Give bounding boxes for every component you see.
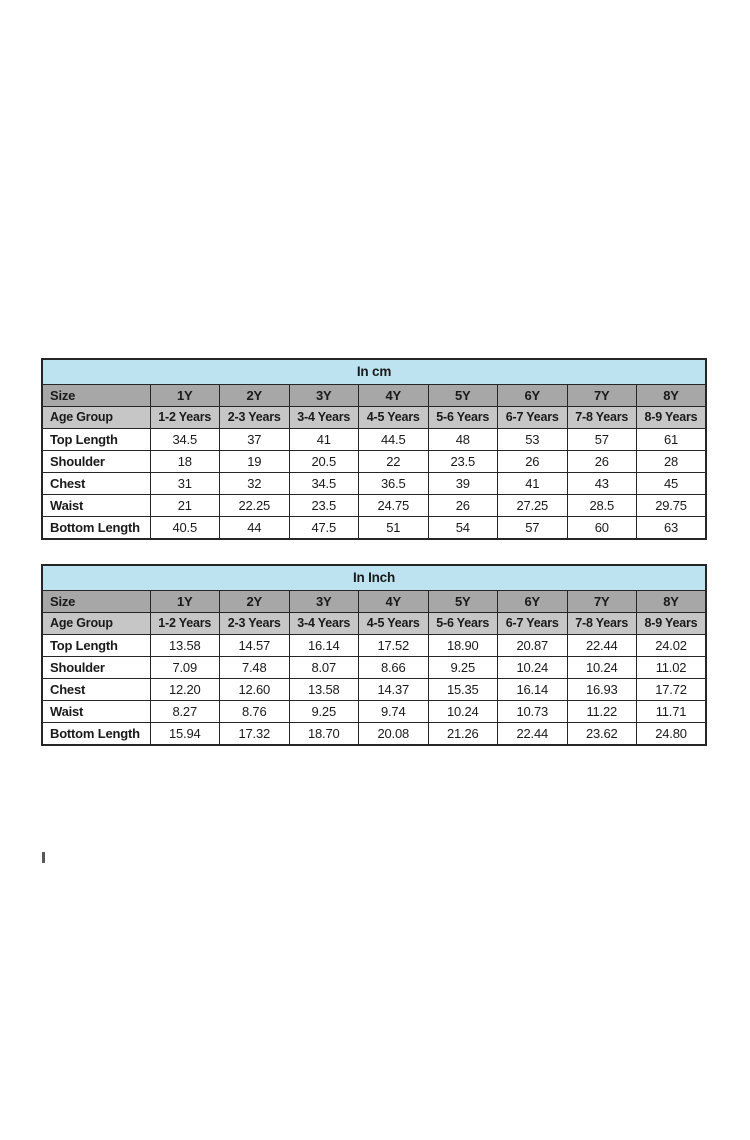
cell-value: 36.5 bbox=[359, 473, 429, 495]
cell-value: 43 bbox=[567, 473, 637, 495]
size-col-header: 4Y bbox=[359, 591, 429, 613]
row-label: Waist bbox=[42, 495, 150, 517]
cell-value: 7.09 bbox=[150, 657, 220, 679]
cell-value: 41 bbox=[498, 473, 568, 495]
cell-value: 28 bbox=[637, 451, 707, 473]
cell-value: 44.5 bbox=[359, 429, 429, 451]
size-col-header: 8Y bbox=[637, 591, 707, 613]
age-group-label: Age Group bbox=[42, 613, 150, 635]
cell-value: 18.70 bbox=[289, 723, 359, 746]
age-col-header: 5-6 Years bbox=[428, 407, 498, 429]
cell-value: 60 bbox=[567, 517, 637, 540]
cell-value: 26 bbox=[498, 451, 568, 473]
size-col-header: 1Y bbox=[150, 591, 220, 613]
cell-value: 12.20 bbox=[150, 679, 220, 701]
size-col-header: 5Y bbox=[428, 591, 498, 613]
row-label: Bottom Length bbox=[42, 723, 150, 746]
cell-value: 10.24 bbox=[498, 657, 568, 679]
cell-value: 16.14 bbox=[498, 679, 568, 701]
cell-value: 8.76 bbox=[220, 701, 290, 723]
cell-value: 11.71 bbox=[637, 701, 707, 723]
cell-value: 9.25 bbox=[289, 701, 359, 723]
cell-value: 37 bbox=[220, 429, 290, 451]
table-row bbox=[42, 451, 706, 473]
cell-value: 17.72 bbox=[637, 679, 707, 701]
cell-value: 57 bbox=[498, 517, 568, 540]
row-label: Bottom Length bbox=[42, 517, 150, 540]
age-col-header: 7-8 Years bbox=[567, 613, 637, 635]
table-row bbox=[42, 385, 706, 407]
table-row bbox=[42, 657, 706, 679]
age-group-label: Age Group bbox=[42, 407, 150, 429]
age-col-header: 7-8 Years bbox=[567, 407, 637, 429]
row-label: Shoulder bbox=[42, 657, 150, 679]
cell-value: 24.75 bbox=[359, 495, 429, 517]
cell-value: 32 bbox=[220, 473, 290, 495]
table-row bbox=[42, 591, 706, 613]
cell-value: 10.24 bbox=[567, 657, 637, 679]
cell-value: 10.24 bbox=[428, 701, 498, 723]
cell-value: 26 bbox=[567, 451, 637, 473]
size-col-header: 4Y bbox=[359, 385, 429, 407]
age-col-header: 3-4 Years bbox=[289, 613, 359, 635]
cell-value: 16.93 bbox=[567, 679, 637, 701]
cell-value: 22.44 bbox=[498, 723, 568, 746]
cell-value: 44 bbox=[220, 517, 290, 540]
age-col-header: 1-2 Years bbox=[150, 613, 220, 635]
cell-value: 57 bbox=[567, 429, 637, 451]
size-col-header: 6Y bbox=[498, 385, 568, 407]
size-col-header: 2Y bbox=[220, 591, 290, 613]
cell-value: 12.60 bbox=[220, 679, 290, 701]
size-col-header: 3Y bbox=[289, 385, 359, 407]
cell-value: 20.08 bbox=[359, 723, 429, 746]
table-row bbox=[42, 517, 706, 540]
cell-value: 53 bbox=[498, 429, 568, 451]
age-col-header: 5-6 Years bbox=[428, 613, 498, 635]
table-row bbox=[42, 701, 706, 723]
cell-value: 40.5 bbox=[150, 517, 220, 540]
cell-value: 23.62 bbox=[567, 723, 637, 746]
cell-value: 26 bbox=[428, 495, 498, 517]
row-label: Top Length bbox=[42, 635, 150, 657]
cell-value: 21 bbox=[150, 495, 220, 517]
table-title-inch: In Inch bbox=[42, 565, 706, 591]
size-header-label: Size bbox=[42, 591, 150, 613]
table-row bbox=[42, 565, 706, 591]
cell-value: 21.26 bbox=[428, 723, 498, 746]
size-chart-table-inch bbox=[41, 564, 707, 746]
cell-value: 9.74 bbox=[359, 701, 429, 723]
size-col-header: 6Y bbox=[498, 591, 568, 613]
table-row bbox=[42, 679, 706, 701]
size-col-header: 1Y bbox=[150, 385, 220, 407]
cell-value: 18 bbox=[150, 451, 220, 473]
cell-value: 63 bbox=[637, 517, 707, 540]
cell-value: 20.5 bbox=[289, 451, 359, 473]
table-row bbox=[42, 613, 706, 635]
table-row bbox=[42, 407, 706, 429]
cell-value: 8.07 bbox=[289, 657, 359, 679]
cell-value: 39 bbox=[428, 473, 498, 495]
age-col-header: 4-5 Years bbox=[359, 613, 429, 635]
row-label: Waist bbox=[42, 701, 150, 723]
cell-value: 34.5 bbox=[150, 429, 220, 451]
size-header-label: Size bbox=[42, 385, 150, 407]
row-label: Shoulder bbox=[42, 451, 150, 473]
table-row bbox=[42, 429, 706, 451]
table-title-cm: In cm bbox=[42, 359, 706, 385]
cell-value: 8.66 bbox=[359, 657, 429, 679]
cell-value: 45 bbox=[637, 473, 707, 495]
size-col-header: 3Y bbox=[289, 591, 359, 613]
cell-value: 18.90 bbox=[428, 635, 498, 657]
size-col-header: 7Y bbox=[567, 385, 637, 407]
cell-value: 31 bbox=[150, 473, 220, 495]
cell-value: 48 bbox=[428, 429, 498, 451]
size-col-header: 7Y bbox=[567, 591, 637, 613]
row-label: Chest bbox=[42, 473, 150, 495]
cell-value: 27.25 bbox=[498, 495, 568, 517]
age-col-header: 1-2 Years bbox=[150, 407, 220, 429]
cell-value: 24.02 bbox=[637, 635, 707, 657]
cell-value: 17.52 bbox=[359, 635, 429, 657]
cell-value: 7.48 bbox=[220, 657, 290, 679]
size-chart-table-cm bbox=[41, 358, 707, 540]
cell-value: 29.75 bbox=[637, 495, 707, 517]
table-row bbox=[42, 359, 706, 385]
cell-value: 10.73 bbox=[498, 701, 568, 723]
age-col-header: 8-9 Years bbox=[637, 407, 707, 429]
text-cursor-artifact bbox=[42, 852, 45, 863]
cell-value: 34.5 bbox=[289, 473, 359, 495]
cell-value: 51 bbox=[359, 517, 429, 540]
cell-value: 11.22 bbox=[567, 701, 637, 723]
age-col-header: 2-3 Years bbox=[220, 407, 290, 429]
table-row bbox=[42, 635, 706, 657]
cell-value: 11.02 bbox=[637, 657, 707, 679]
cell-value: 22 bbox=[359, 451, 429, 473]
size-col-header: 5Y bbox=[428, 385, 498, 407]
age-col-header: 3-4 Years bbox=[289, 407, 359, 429]
row-label: Top Length bbox=[42, 429, 150, 451]
cell-value: 47.5 bbox=[289, 517, 359, 540]
table-row bbox=[42, 495, 706, 517]
age-col-header: 6-7 Years bbox=[498, 407, 568, 429]
size-col-header: 8Y bbox=[637, 385, 707, 407]
row-label: Chest bbox=[42, 679, 150, 701]
age-col-header: 2-3 Years bbox=[220, 613, 290, 635]
table-row bbox=[42, 723, 706, 746]
cell-value: 41 bbox=[289, 429, 359, 451]
cell-value: 13.58 bbox=[289, 679, 359, 701]
cell-value: 8.27 bbox=[150, 701, 220, 723]
cell-value: 9.25 bbox=[428, 657, 498, 679]
cell-value: 20.87 bbox=[498, 635, 568, 657]
cell-value: 24.80 bbox=[637, 723, 707, 746]
age-col-header: 6-7 Years bbox=[498, 613, 568, 635]
cell-value: 14.37 bbox=[359, 679, 429, 701]
cell-value: 15.35 bbox=[428, 679, 498, 701]
cell-value: 14.57 bbox=[220, 635, 290, 657]
table-row bbox=[42, 473, 706, 495]
cell-value: 22.25 bbox=[220, 495, 290, 517]
cell-value: 22.44 bbox=[567, 635, 637, 657]
cell-value: 61 bbox=[637, 429, 707, 451]
cell-value: 15.94 bbox=[150, 723, 220, 746]
cell-value: 16.14 bbox=[289, 635, 359, 657]
size-col-header: 2Y bbox=[220, 385, 290, 407]
cell-value: 13.58 bbox=[150, 635, 220, 657]
cell-value: 54 bbox=[428, 517, 498, 540]
cell-value: 23.5 bbox=[289, 495, 359, 517]
cell-value: 19 bbox=[220, 451, 290, 473]
age-col-header: 4-5 Years bbox=[359, 407, 429, 429]
age-col-header: 8-9 Years bbox=[637, 613, 707, 635]
cell-value: 28.5 bbox=[567, 495, 637, 517]
cell-value: 17.32 bbox=[220, 723, 290, 746]
cell-value: 23.5 bbox=[428, 451, 498, 473]
